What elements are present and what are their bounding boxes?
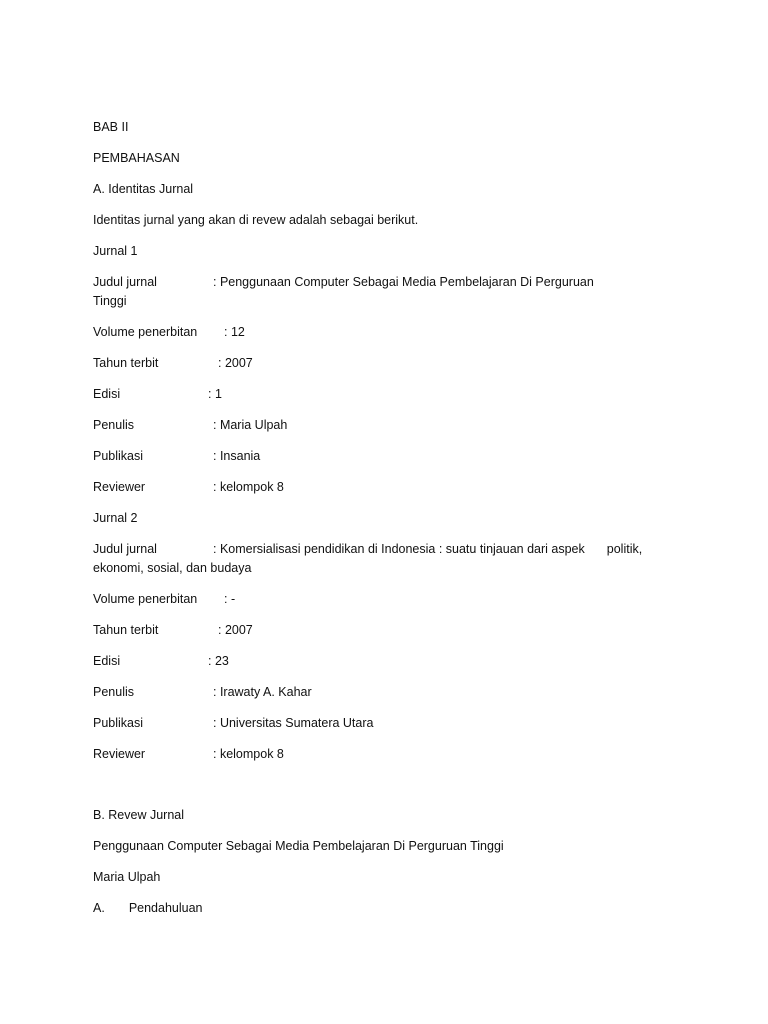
- j2-volume-value: : -: [224, 592, 236, 606]
- review-title: Penggunaan Computer Sebagai Media Pembelajaran Di Perguruan Tinggi: [93, 839, 504, 853]
- review-author: Maria Ulpah: [93, 870, 161, 884]
- jurnal-2-title: Jurnal 2: [93, 511, 138, 525]
- j1-reviewer-value: : kelompok 8: [213, 480, 284, 494]
- j2-penulis-value: : Irawaty A. Kahar: [213, 685, 312, 699]
- section-b-heading: B. Revew Jurnal: [93, 808, 185, 822]
- j2-volume-label: Volume penerbitan: [93, 592, 198, 606]
- subheading-letter: A.: [93, 901, 105, 915]
- j2-edisi-value: : 23: [208, 654, 229, 668]
- j2-reviewer-value: : kelompok 8: [213, 747, 284, 761]
- j1-volume-label: Volume penerbitan: [93, 325, 198, 339]
- j1-tahun-value: : 2007: [218, 356, 253, 370]
- j1-reviewer-label: Reviewer: [93, 480, 146, 494]
- j2-reviewer-label: Reviewer: [93, 747, 146, 761]
- j1-tahun-label: Tahun terbit: [93, 356, 159, 370]
- j2-tahun-value: : 2007: [218, 623, 253, 637]
- subheading-text: Pendahuluan: [128, 901, 203, 915]
- j1-penulis-value: : Maria Ulpah: [213, 418, 288, 432]
- subheading-pendahuluan: [93, 900, 203, 916]
- j1-edisi-value: : 1: [208, 387, 222, 401]
- j2-judul-value-part2: politik,: [606, 542, 643, 556]
- j1-judul-value-continued: Tinggi: [93, 294, 127, 308]
- j1-publikasi-value: : Insania: [213, 449, 261, 463]
- j2-judul-value-part1: : Komersialisasi pendidikan di Indonesia : suatu tinjauan dari aspek: [213, 542, 585, 556]
- j1-edisi-label: Edisi: [93, 387, 121, 401]
- j1-judul-label: Judul jurnal: [93, 275, 157, 289]
- j2-edisi-label: Edisi: [93, 654, 121, 668]
- j2-publikasi-value: : Universitas Sumatera Utara: [213, 716, 374, 730]
- j1-volume-value: : 12: [224, 325, 245, 339]
- j2-judul-label: Judul jurnal: [93, 542, 157, 556]
- j1-penulis-label: Penulis: [93, 418, 134, 432]
- section-heading: PEMBAHASAN: [93, 151, 180, 165]
- j2-tahun-label: Tahun terbit: [93, 623, 159, 637]
- jurnal-1-title: Jurnal 1: [93, 244, 138, 258]
- j2-judul-value: [213, 541, 642, 557]
- j1-judul-value: : Penggunaan Computer Sebagai Media Pembelajaran Di Perguruan: [213, 275, 594, 289]
- j2-publikasi-label: Publikasi: [93, 716, 144, 730]
- j2-penulis-label: Penulis: [93, 685, 134, 699]
- chapter-title: BAB II: [93, 120, 129, 134]
- j2-judul-value-continued: ekonomi, sosial, dan budaya: [93, 561, 252, 575]
- j1-publikasi-label: Publikasi: [93, 449, 144, 463]
- intro-paragraph: Identitas jurnal yang akan di revew adalah sebagai berikut.: [93, 213, 419, 227]
- section-a-heading: A. Identitas Jurnal: [93, 182, 194, 196]
